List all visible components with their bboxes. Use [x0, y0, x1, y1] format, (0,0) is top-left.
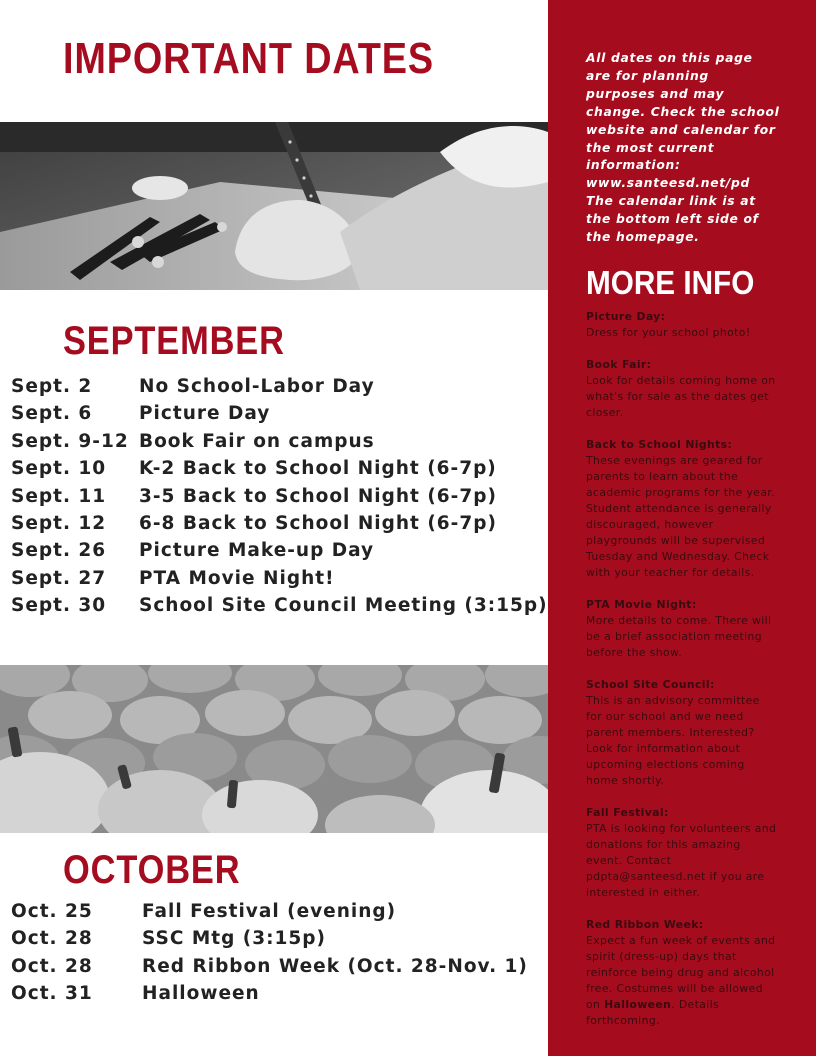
date-row [11, 455, 548, 482]
pumpkin-photo [0, 665, 548, 833]
date-row [11, 980, 528, 1007]
event-name: Halloween [142, 983, 260, 1005]
info-item-heading: School Site Council: [586, 678, 715, 691]
info-item-back-to-school [586, 437, 778, 581]
info-item-text: Look for details coming home on what's for sale as the dates get closer. [586, 374, 776, 419]
date-row [11, 400, 548, 427]
event-name: No School-Labor Day [139, 376, 375, 397]
more-info-sidebar [548, 0, 816, 1056]
info-item-text: PTA is looking for volunteers and donations for this amazing event. Contact pdpta@santeesd.net if you are interested in either. [586, 822, 777, 899]
event-date: Sept. 27 [11, 567, 107, 589]
info-item-fall-festival [586, 805, 778, 901]
info-item-heading: PTA Movie Night: [586, 598, 697, 611]
event-name: K-2 Back to School Night (6-7p) [139, 458, 497, 480]
event-date: Oct. 31 [11, 983, 93, 1005]
event-date: Sept. 6 [11, 403, 93, 425]
event-date: Oct. 25 [11, 901, 93, 922]
info-list [586, 309, 778, 1045]
event-date: Oct. 28 [11, 928, 93, 950]
info-item-book-fair [586, 357, 778, 421]
september-heading: SEPTEMBER [63, 319, 285, 363]
date-row [11, 898, 528, 925]
event-name: Fall Festival (evening) [142, 901, 397, 922]
october-date-list [11, 898, 528, 1008]
info-item-heading: Fall Festival: [586, 806, 669, 819]
info-item-text: This is an advisory committee for our school and we need parent members. Interested? Look for information about upcoming elections coming home shortly. [586, 694, 760, 787]
date-row [11, 373, 548, 400]
event-name: Book Fair on campus [139, 430, 375, 452]
date-row [11, 925, 528, 952]
date-row [11, 592, 548, 619]
event-date: Sept. 2 [11, 376, 93, 397]
info-item-heading: Red Ribbon Week: [586, 918, 704, 931]
event-date: Sept. 12 [11, 512, 107, 534]
info-item-pta-movie-night [586, 597, 778, 661]
writing-photo [0, 122, 548, 290]
info-item-heading: Picture Day: [586, 310, 666, 323]
info-text-part: . Details forthcoming. [586, 998, 720, 1027]
info-item-picture-day [586, 309, 778, 341]
info-item-text: These evenings are geared for parents to learn about the academic programs for the year. Student attendance is generally discouraged, however playgrounds will be supervised Tuesday and Wednesday. Check with your teacher for details. [586, 454, 776, 579]
info-item-heading: Back to School Nights: [586, 438, 733, 451]
date-row [11, 953, 528, 980]
event-date: Sept. 30 [11, 595, 107, 617]
event-name: Picture Make-up Day [139, 540, 375, 562]
info-item-school-site-council [586, 677, 778, 789]
event-name: School Site Council Meeting (3:15p) [139, 595, 548, 617]
event-name: 6-8 Back to School Night (6-7p) [139, 512, 497, 534]
planning-disclaimer: All dates on this page are for planning purposes and may change. Check the school website and calendar for the most current information: www.santeesd.net/pd The calendar link is at the bottom left side of the homepage. [586, 51, 780, 245]
halloween-highlight: Halloween [604, 998, 672, 1011]
date-row [11, 483, 548, 510]
date-row [11, 565, 548, 592]
october-heading: OCTOBER [63, 848, 241, 892]
event-name: Picture Day [139, 403, 271, 425]
date-row [11, 510, 548, 537]
info-item-text: Dress for your school photo! [586, 326, 751, 339]
page-title: IMPORTANT DATES [63, 34, 434, 83]
event-name: Red Ribbon Week (Oct. 28-Nov. 1) [142, 955, 528, 977]
event-date: Oct. 28 [11, 955, 93, 977]
event-date: Sept. 26 [11, 540, 107, 562]
info-item-text: More details to come. There will be a brief association meeting before the show. [586, 614, 772, 659]
date-row [11, 428, 548, 455]
info-item-text [586, 933, 778, 1029]
date-row [11, 537, 548, 564]
info-item-heading: Book Fair: [586, 358, 652, 371]
info-text-part: Expect a fun week of events and spirit (dress-up) days that reinforce being drug and alcohol free. Costumes will be allowed on [586, 934, 776, 1011]
event-date: Sept. 11 [11, 485, 107, 507]
event-name: PTA Movie Night! [139, 567, 335, 589]
event-date: Sept. 10 [11, 458, 107, 480]
september-date-list [11, 373, 548, 620]
info-item-red-ribbon-week [586, 917, 778, 1029]
event-name: 3-5 Back to School Night (6-7p) [139, 485, 497, 507]
more-info-heading: MORE INFO [586, 264, 755, 301]
event-date: Sept. 9-12 [11, 430, 129, 452]
event-name: SSC Mtg (3:15p) [142, 928, 326, 950]
